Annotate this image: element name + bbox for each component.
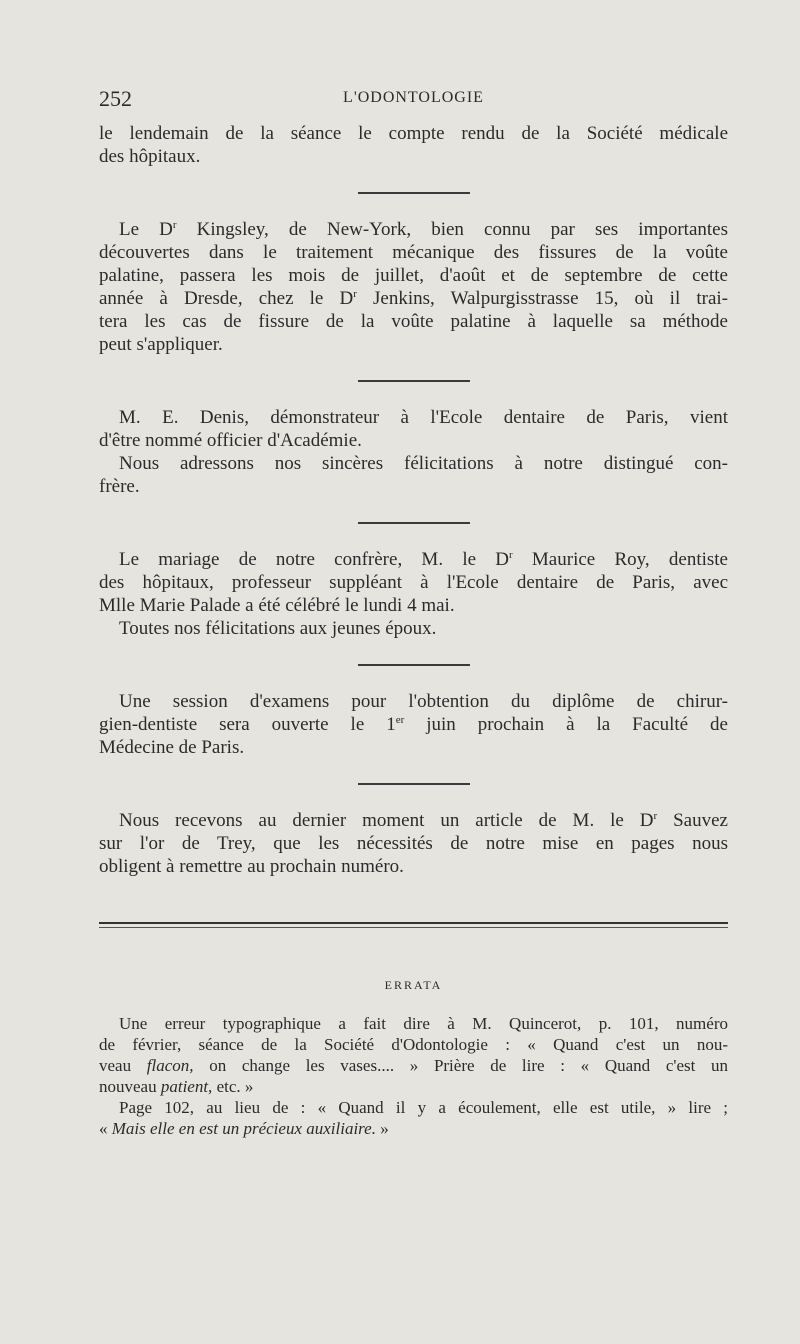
section-double-rule: [99, 922, 728, 928]
text-line: Une session d'examens pour l'obtention du diplôme de chirur-: [119, 691, 728, 712]
running-title: L'ODONTOLOGIE: [343, 89, 484, 106]
paragraph-mariage: [99, 548, 728, 640]
text-line: des hôpitaux, professeur suppléant à l'Ecole dentaire de Paris, avec: [99, 572, 728, 593]
text-line: nouveau patient, etc. »: [99, 1077, 254, 1096]
errata-title: ERRATA: [384, 978, 443, 992]
text-line: Nous adressons nos sincères félicitations à notre distingué con-: [119, 453, 728, 474]
text-line: M. E. Denis, démonstrateur à l'Ecole dentaire de Paris, vient: [119, 407, 728, 428]
page-header: [99, 86, 728, 112]
paragraph-sauvez: [99, 809, 728, 878]
text-line: obligent à remettre au prochain numéro.: [99, 856, 404, 877]
section-divider: [358, 380, 470, 382]
text-line: tera les cas de fissure de la voûte palatine à laquelle sa méthode: [99, 311, 728, 332]
text-line: Le $D^r$ Kingsley, de New-York, bien connu par ses importantes: [119, 219, 729, 240]
paragraph-hopitaux: [99, 122, 728, 168]
text-line: Une erreur typographique a fait dire à M. Quincerot, p. 101, numéro: [119, 1014, 728, 1033]
text-line: année à Dresde, chez le $D^r$ Jenkins, Walpurgisstrasse 15, où il trai-: [99, 288, 729, 309]
text-line: gien-dentiste sera ouverte le 1er juin prochain à la Faculté de: [99, 714, 728, 735]
text-line: frère.: [99, 476, 140, 497]
text-line: sur l'or de Trey, que les nécessités de notre mise en pages nous: [99, 833, 728, 854]
section-divider: [358, 783, 470, 785]
text-line: Mlle Marie Palade a été célébré le lundi 4 mai.: [99, 595, 455, 616]
text-line: Page 102, au lieu de : « Quand il y a écoulement, elle est utile, » lire ;: [119, 1098, 728, 1117]
text-line: découvertes dans le traitement mécanique des fissures de la voûte: [99, 242, 728, 263]
paragraph-denis: [99, 406, 728, 498]
text-line: le lendemain de la séance le compte rendu de la Société médicale: [99, 123, 728, 144]
text-line: Le mariage de notre confrère, M. le $D^r$ Maurice Roy, dentiste: [119, 549, 728, 570]
text-line: veau flacon, on change les vases.... » Prière de lire : « Quand c'est un: [99, 1056, 729, 1075]
text-line: d'être nommé officier d'Académie.: [99, 430, 362, 451]
text-line: peut s'appliquer.: [99, 334, 223, 355]
section-divider: [358, 664, 470, 666]
paragraph-examens: [99, 690, 728, 759]
text-line: palatine, passera les mois de juillet, d'août et de septembre de cette: [99, 265, 728, 286]
text-line: Médecine de Paris.: [99, 737, 245, 758]
paragraph-kingsley: [99, 218, 728, 356]
page-content: [99, 122, 728, 1139]
section-divider: [358, 192, 470, 194]
errata-text: [99, 1013, 728, 1139]
page-number: 252: [99, 86, 132, 111]
section-divider: [358, 522, 470, 524]
text-line: de février, séance de la Société d'Odontologie : « Quand c'est un nou-: [99, 1035, 728, 1054]
text-line: Nous recevons au dernier moment un article de M. le $D^r$ Sauvez: [119, 810, 728, 831]
text-line: « Mais elle en est un précieux auxiliaire. »: [99, 1119, 389, 1138]
text-line: des hôpitaux.: [99, 146, 201, 167]
text-line: Toutes nos félicitations aux jeunes époux.: [119, 618, 437, 639]
